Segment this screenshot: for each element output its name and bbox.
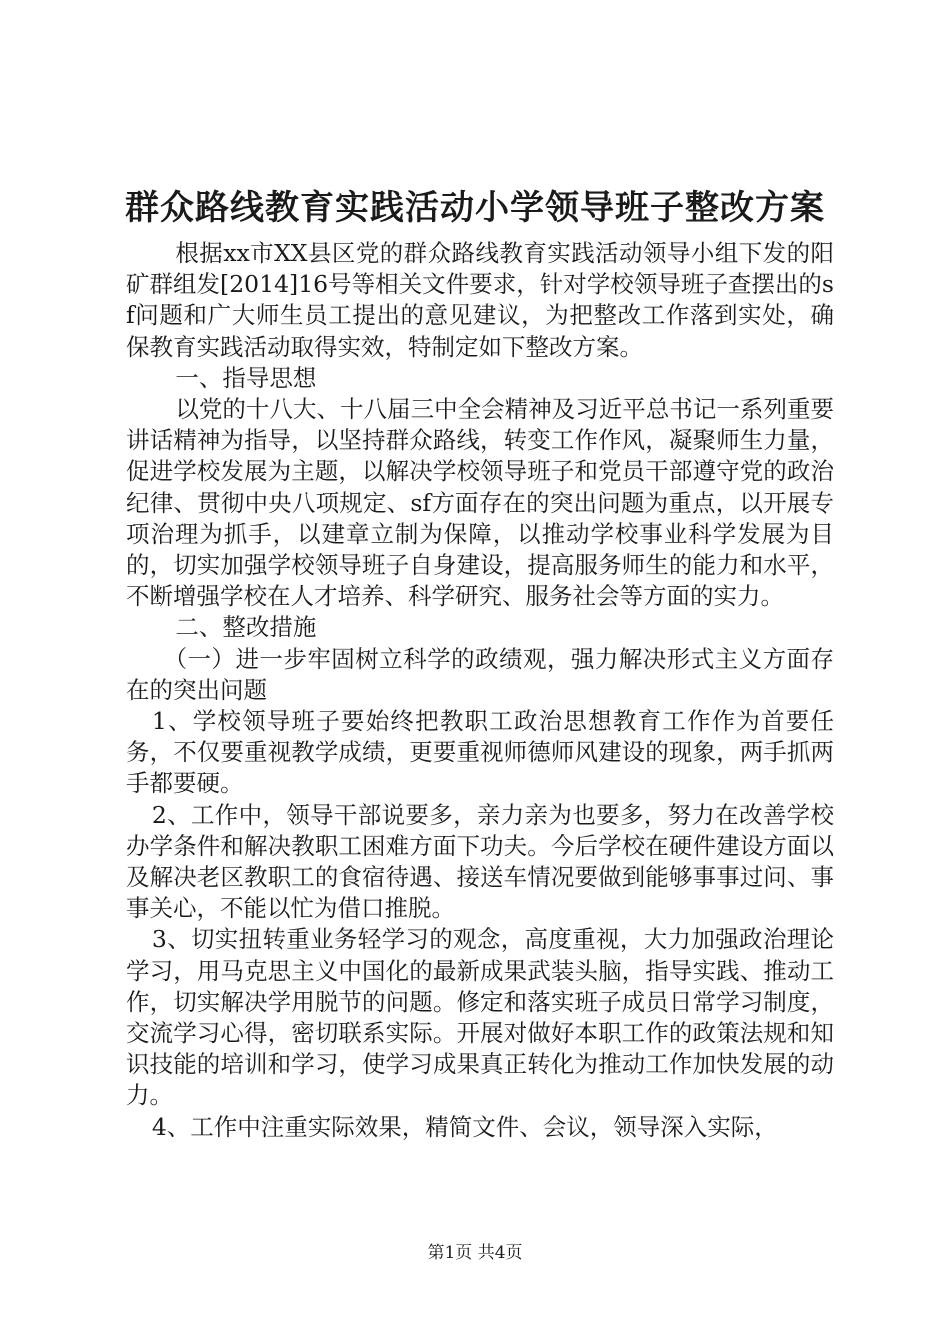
paragraph-item-2: 2、工作中，领导干部说要多，亲力亲为也要多，努力在改善学校办学条件和解决教职工困难方面下功夫。今后学校在硬件建设方面以及解决老区教职工的食宿待遇、接送车情况要做到能够事事过问、事事关心，不能以忙为借口推脱。: [126, 800, 834, 923]
section-heading-guiding-thought: 一、指导思想: [175, 363, 317, 392]
subsection-heading-1: （一）进一步牢固树立科学的政绩观，强力解决形式主义方面存在的突出问题: [126, 644, 834, 704]
document-body: [126, 238, 834, 1143]
paragraph-item-1: 1、学校领导班子要始终把教职工政治思想教育工作作为首要任务，不仅要重视教学成绩，更要重视师德师风建设的现象，两手抓两手都要硬。: [126, 707, 834, 798]
paragraph-item-4: 4、工作中注重实际效果，精简文件、会议，领导深入实际，: [151, 1112, 778, 1141]
paragraph-item-3: 3、切实扭转重业务轻学习的观念，高度重视，大力加强政治理论学习，用马克思主义中国化的最新成果武装头脑，指导实践、推动工作，切实解决学用脱节的问题。修定和落实班子成员日常学习制度，交流学习心得，密切联系实际。开展对做好本职工作的政策法规和知识技能的培训和学习，使学习成果真正转化为推动工作加快发展的动力。: [126, 925, 834, 1110]
document-title: 群众路线教育实践活动小学领导班子整改方案: [125, 188, 825, 228]
section-heading-measures: 二、整改措施: [175, 613, 317, 642]
paragraph-intro: 根据xx市XX县区党的群众路线教育实践活动领导小组下发的阳矿群组发[2014]16号等相关文件要求，针对学校领导班子查摆出的sf问题和广大师生员工提出的意见建议，为把整改工作落到实处，确保教育实践活动取得实效，特制定如下整改方案。: [126, 239, 834, 361]
paragraph-guiding-thought: 以党的十八大、十八届三中全会精神及习近平总书记一系列重要讲话精神为指导，以坚持群众路线，转变工作作风，凝聚师生力量，促进学校发展为主题，以解决学校领导班子和党员干部遵守党的政治纪律、贯彻中央八项规定、sf方面存在的突出问题为重点，以开展专项治理为抓手，以建章立制为保障，以推动学校事业科学发展为目的，切实加强学校领导班子自身建设，提高服务师生的能力和水平，不断增强学校在人才培养、科学研究、服务社会等方面的实力。: [126, 395, 834, 611]
page-number-footer: 第1页 共4页: [427, 1243, 523, 1263]
